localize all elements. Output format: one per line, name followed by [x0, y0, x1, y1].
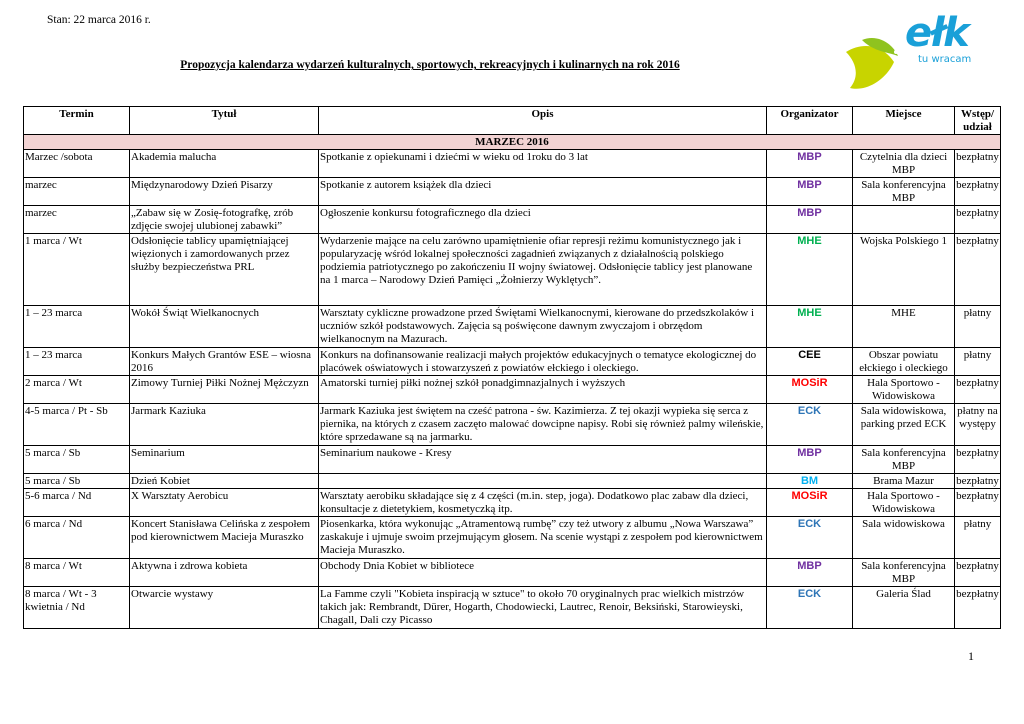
cell-opis: La Famme czyli "Kobieta inspiracją w sztuce" to około 70 oryginalnych prac wielkich mistrzów takich jak: Rembrandt, Dürer, Hogarth, Chodowiecki, Lautrec, Renoir, Beksiński, Starowieyski, Chagall, Dali czy Picasso [319, 587, 767, 629]
cell-wstep: bezpłatny [955, 150, 1001, 178]
logo-wordmark: ełk [905, 10, 968, 56]
cell-opis: Spotkanie z opiekunami i dziećmi w wieku od 1roku do 3 lat [319, 150, 767, 178]
cell-opis: Konkurs na dofinansowanie realizacji małych projektów edukacyjnych o tematyce ekologicznej do placówek oświatowych i stowarzyszeń z powiatów ełckiego i oleckiego. [319, 348, 767, 376]
cell-wstep: bezpłatny [956, 475, 999, 487]
table-row [24, 376, 1001, 404]
cell-organizator: MBP [767, 206, 853, 234]
cell-wstep: bezpłatny [955, 206, 1001, 234]
table-row [24, 446, 1001, 474]
col-header-opis: Opis [319, 107, 767, 135]
cell-wstep: bezpłatny [955, 234, 1001, 306]
cell-wstep: bezpłatny [955, 489, 1001, 517]
cell-opis: Seminarium naukowe - Kresy [319, 446, 767, 474]
cell-organizator: CEE [767, 348, 853, 376]
table-row [24, 559, 1001, 587]
cell-opis: Piosenkarka, która wykonując „Atramentową rumbę” czy też utwory z albumu „Nowa Warszawa” zaskakuje i ujmuje swoim przejmującym głosem. Na scenie wystąpi z zespołem pod kierownictwem Macieja Muraszko. [319, 517, 767, 559]
cell-opis: Wydarzenie mające na celu zarówno upamiętnienie ofiar represji reżimu komunistycznego jak i popularyzację wśród lokalnej społeczności zagadnień związanych z działalnością polskiego podziemia patriotycznego po zakończeniu II wojny światowej. Odsłonięcie tablicy jest planowane na 1 marca – Narodowy Dzień Pamięci „Żołnierzy Wyklętych”. [319, 234, 767, 306]
cell-termin: 2 marca / Wt [24, 376, 130, 404]
cell-organizator: MBP [767, 178, 853, 206]
cell-wstep: płatny na występy [955, 404, 1001, 446]
table-row [24, 150, 1001, 178]
cell-tytul: Wokół Świąt Wielkanocnych [130, 306, 319, 348]
document-title: Propozycja kalendarza wydarzeń kulturalnych, sportowych, rekreacyjnych i kulinarnych na rok 2016 [180, 59, 680, 71]
cell-organizator: BM [767, 474, 853, 489]
cell-tytul: Koncert Stanisława Celińska z zespołem pod kierownictwem Macieja Muraszko [130, 517, 319, 559]
cell-organizator: ECK [767, 517, 853, 559]
col-header-organizator: Organizator [767, 107, 853, 135]
cell-wstep: bezpłatny [955, 559, 1001, 587]
cell-tytul: Otwarcie wystawy [130, 587, 319, 629]
cell-wstep: płatny [955, 306, 1001, 348]
cell-tytul: Zimowy Turniej Piłki Nożnej Mężczyzn [130, 376, 319, 404]
cell-miejsce: Sala konferencyjna MBP [853, 178, 955, 206]
status-date: Stan: 22 marca 2016 r. [47, 14, 151, 26]
cell-tytul: Konkurs Małych Grantów ESE – wiosna 2016 [130, 348, 319, 376]
cell-termin: 5 marca / Sb [24, 474, 130, 489]
cell-organizator: ECK [767, 404, 853, 446]
table-row [24, 489, 1001, 517]
cell-wstep: płatny [955, 517, 1001, 559]
cell-wstep: płatny [955, 348, 1001, 376]
cell-opis: Warsztaty aerobiku składające się z 4 części (m.in. step, joga). Dodatkowo plac zabaw dla dzieci, konsultacje z dietetykiem, kosmetyczką itp. [319, 489, 767, 517]
cell-organizator: ECK [767, 587, 853, 629]
cell-tytul: Seminarium [130, 446, 319, 474]
page-number: 1 [968, 649, 974, 663]
cell-wstep: bezpłatny [955, 587, 1001, 629]
cell-opis [319, 474, 767, 489]
cell-termin: Marzec /sobota [24, 150, 130, 178]
cell-organizator: MOSiR [767, 489, 853, 517]
cell-opis: Obchody Dnia Kobiet w bibliotece [319, 559, 767, 587]
cell-miejsce: Hala Sportowo - Widowiskowa [853, 376, 955, 404]
cell-termin: 5-6 marca / Nd [24, 489, 130, 517]
cell-tytul: Akademia malucha [130, 150, 319, 178]
cell-termin: 6 marca / Nd [24, 517, 130, 559]
table-row [24, 234, 1001, 306]
cell-termin: 8 marca / Wt [24, 559, 130, 587]
cell-termin: 4-5 marca / Pt - Sb [24, 404, 130, 446]
cell-tytul: Jarmark Kaziuka [130, 404, 319, 446]
cell-miejsce: Sala widowiskowa, parking przed ECK [853, 404, 955, 446]
cell-miejsce: Galeria Ślad [853, 587, 955, 629]
cell-termin: 1 – 23 marca [24, 348, 130, 376]
cell-tytul: Międzynarodowy Dzień Pisarzy [130, 178, 319, 206]
cell-miejsce: MHE [853, 306, 955, 348]
cell-termin: 8 marca / Wt - 3 kwietnia / Nd [24, 587, 130, 629]
cell-opis: Amatorski turniej piłki nożnej szkół ponadgimnazjalnych i wyższych [319, 376, 767, 404]
cell-miejsce: Wojska Polskiego 1 [853, 234, 955, 306]
cell-opis: Spotkanie z autorem książek dla dzieci [319, 178, 767, 206]
cell-miejsce: Brama Mazur [853, 474, 955, 489]
cell-termin: marzec [24, 206, 130, 234]
cell-tytul: „Zabaw się w Zosię-fotografkę, zrób zdjęcie swojej ulubionej zabawki” [130, 206, 319, 234]
cell-termin: 1 marca / Wt [24, 234, 130, 306]
cell-tytul: X Warsztaty Aerobicu [130, 489, 319, 517]
table-row [24, 348, 1001, 376]
col-header-miejsce: Miejsce [853, 107, 955, 135]
table-row [24, 474, 1001, 489]
cell-termin: marzec [24, 178, 130, 206]
cell-termin: 1 – 23 marca [24, 306, 130, 348]
table-row [24, 587, 1001, 629]
table-row [24, 404, 1001, 446]
cell-miejsce: Sala konferencyjna MBP [853, 446, 955, 474]
cell-miejsce: Czytelnia dla dzieci MBP [853, 150, 955, 178]
month-label: MARZEC 2016 [24, 135, 1001, 150]
cell-miejsce [853, 206, 955, 234]
cell-miejsce: Sala widowiskowa [853, 517, 955, 559]
cell-organizator: MBP [767, 446, 853, 474]
col-header-wstep: Wstęp/ udział [955, 107, 1001, 135]
cell-organizator: MBP [767, 150, 853, 178]
col-header-tytul: Tytuł [130, 107, 319, 135]
cell-wstep: bezpłatny [955, 376, 1001, 404]
table-row [24, 206, 1001, 234]
cell-miejsce: Sala konferencyjna MBP [853, 559, 955, 587]
cell-miejsce: Obszar powiatu ełckiego i oleckiego [853, 348, 955, 376]
table-row [24, 178, 1001, 206]
cell-tytul: Odsłonięcie tablicy upamiętniającej więzionych i zamordowanych przez służby bezpieczeństwa PRL [130, 234, 319, 306]
cell-wstep: bezpłatny [955, 446, 1001, 474]
col-header-termin: Termin [24, 107, 130, 135]
cell-termin: 5 marca / Sb [24, 446, 130, 474]
cell-organizator: MOSiR [767, 376, 853, 404]
cell-opis: Ogłoszenie konkursu fotograficznego dla dzieci [319, 206, 767, 234]
table-header-row [24, 107, 1001, 135]
events-table [23, 106, 1001, 629]
month-row [24, 135, 1001, 150]
cell-organizator: MHE [767, 306, 853, 348]
cell-tytul: Aktywna i zdrowa kobieta [130, 559, 319, 587]
cell-wstep: bezpłatny [955, 178, 1001, 206]
cell-opis: Jarmark Kaziuka jest świętem na cześć patrona - św. Kazimierza. Z tej okazji wypieka się serca z piernika, na których z czasem zaczęto malować dowcipne napisy. Robi się również palmy wileńskie, które sprzedawane są na jarmarku. [319, 404, 767, 446]
cell-miejsce: Hala Sportowo - Widowiskowa [853, 489, 955, 517]
table-row [24, 517, 1001, 559]
cell-organizator: MHE [767, 234, 853, 306]
logo-tagline: tu wracam [918, 54, 972, 65]
cell-organizator: MBP [767, 559, 853, 587]
table-row [24, 306, 1001, 348]
cell-tytul: Dzień Kobiet [130, 474, 319, 489]
cell-opis: Warsztaty cykliczne prowadzone przed Świętami Wielkanocnymi, kierowane do przedszkolaków i uczniów szkół podstawowych. Zajęcia są poświęcone dawnym zwyczajom i obrzędom wielkanocnym na Mazurach. [319, 306, 767, 348]
